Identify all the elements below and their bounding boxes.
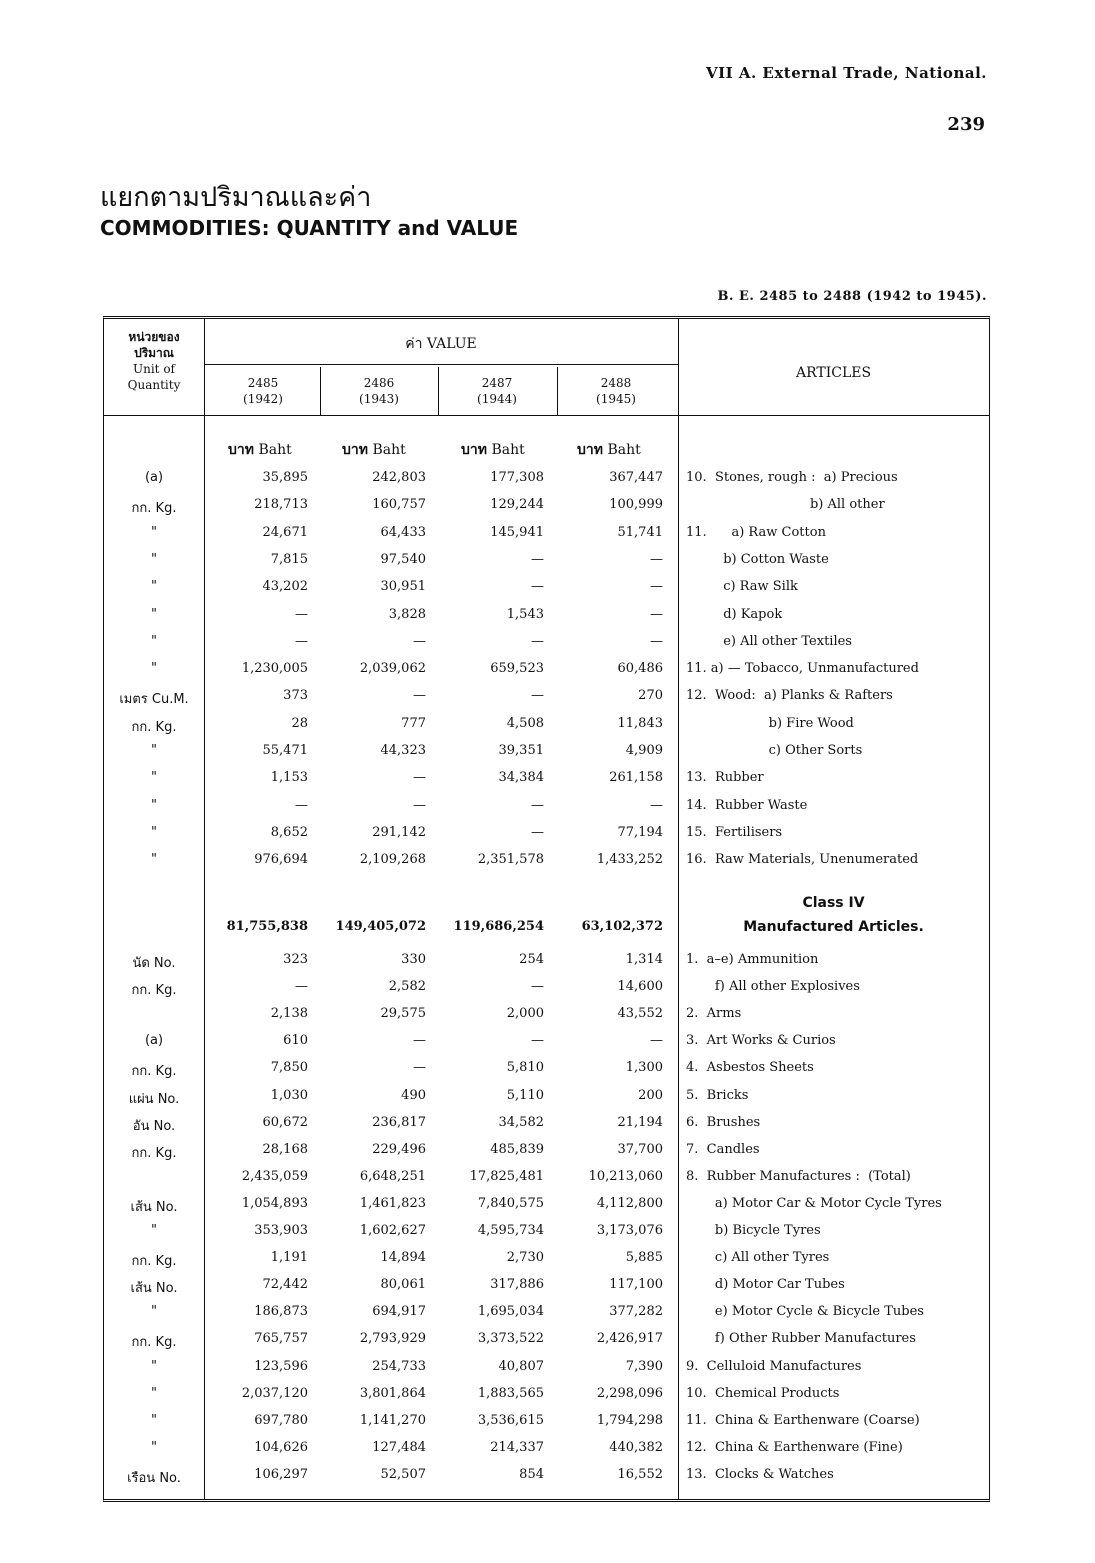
value-2487: 854 bbox=[519, 1466, 544, 1482]
value-2488: 261,158 bbox=[609, 770, 663, 786]
value-2485: 373 bbox=[283, 688, 308, 704]
value-2488: 2,426,917 bbox=[596, 1331, 663, 1347]
value-2487: 1,543 bbox=[506, 606, 544, 622]
value-2486: 80,061 bbox=[380, 1277, 426, 1293]
table-row bbox=[104, 1413, 989, 1437]
unit-cell: (a) bbox=[144, 1033, 164, 1049]
unit-cell: เรือน No. bbox=[127, 1470, 181, 1486]
value-2485: 106,297 bbox=[254, 1466, 308, 1482]
value-2486: — bbox=[413, 633, 426, 649]
value-2486: 490 bbox=[401, 1087, 426, 1103]
value-2485: 35,895 bbox=[262, 470, 308, 485]
value-2485: 24,671 bbox=[262, 524, 308, 540]
value-2487: 34,582 bbox=[498, 1114, 544, 1130]
value-2485: 1,153 bbox=[270, 770, 308, 786]
value-2487: 1,695,034 bbox=[477, 1304, 544, 1320]
value-2485: 1,230,005 bbox=[241, 661, 308, 677]
value-2485: 7,850 bbox=[270, 1060, 308, 1076]
value-2488: 117,100 bbox=[609, 1277, 663, 1293]
article-cell: 15. Fertilisers bbox=[686, 824, 783, 840]
table-row bbox=[104, 579, 989, 603]
value-2485: 353,903 bbox=[254, 1223, 308, 1238]
value-2488: 21,194 bbox=[617, 1114, 663, 1130]
value-2487: 177,308 bbox=[490, 470, 544, 485]
table-row bbox=[104, 1196, 989, 1220]
value-2486: 777 bbox=[401, 715, 426, 731]
value-2485: 72,442 bbox=[262, 1277, 308, 1293]
year-header-2485: 2485 (1942) bbox=[243, 376, 283, 406]
value-2486: 694,917 bbox=[372, 1304, 426, 1320]
value-2486: 29,575 bbox=[380, 1006, 426, 1022]
table-row bbox=[104, 1060, 989, 1084]
value-2486: 97,540 bbox=[380, 551, 426, 567]
unit-cell: " bbox=[151, 797, 157, 813]
value-2488: 11,843 bbox=[617, 715, 663, 731]
value-2486: 52,507 bbox=[380, 1466, 426, 1482]
unit-cell: " bbox=[151, 551, 157, 567]
unit-cell: " bbox=[151, 633, 157, 649]
table-row bbox=[104, 952, 989, 976]
year-header-2486: 2486 (1943) bbox=[359, 376, 399, 406]
value-2486: 3,828 bbox=[388, 606, 426, 622]
value-2485: 123,596 bbox=[254, 1358, 308, 1374]
value-2486: — bbox=[413, 797, 426, 813]
unit-cell: " bbox=[151, 824, 157, 840]
unit-cell: เส้น No. bbox=[130, 1281, 178, 1297]
article-cell: 7. Candles bbox=[686, 1141, 760, 1157]
value-2487: 659,523 bbox=[490, 661, 544, 677]
value-2487: 485,839 bbox=[490, 1141, 544, 1157]
value-2487: 5,810 bbox=[506, 1060, 544, 1076]
total-2488: 63,102,372 bbox=[581, 919, 663, 934]
value-2485: 1,054,893 bbox=[241, 1195, 308, 1211]
value-column-header: ค่า VALUE bbox=[405, 336, 477, 352]
value-2488: 4,112,800 bbox=[596, 1195, 663, 1211]
unit-cell: " bbox=[151, 524, 157, 540]
article-cell: 12. Wood: a) Planks & Rafters bbox=[686, 688, 893, 704]
table-row bbox=[104, 688, 989, 712]
class-iv-total-row bbox=[104, 919, 989, 943]
value-2487: 4,508 bbox=[506, 715, 544, 731]
value-2488: 270 bbox=[638, 688, 663, 704]
table-row bbox=[104, 1088, 989, 1112]
value-2487: 1,883,565 bbox=[477, 1385, 544, 1401]
value-2487: — bbox=[531, 1033, 544, 1049]
value-2487: 17,825,481 bbox=[469, 1168, 544, 1184]
value-2488: 4,909 bbox=[625, 743, 663, 758]
total-2486: 149,405,072 bbox=[335, 919, 426, 934]
value-2488: 5,885 bbox=[625, 1250, 663, 1266]
value-2487: 2,000 bbox=[506, 1006, 544, 1022]
value-2488: 3,173,076 bbox=[596, 1223, 663, 1238]
value-2486: 291,142 bbox=[372, 824, 426, 840]
value-2488: — bbox=[650, 606, 663, 622]
article-cell: 13. Rubber bbox=[686, 770, 764, 786]
unit-cell: กก. Kg. bbox=[131, 1145, 177, 1161]
class-iv-heading: Class IV Manufactured Articles. bbox=[743, 895, 924, 935]
table-row bbox=[104, 607, 989, 631]
value-2486: 330 bbox=[401, 952, 426, 967]
value-2488: 60,486 bbox=[617, 661, 663, 677]
value-2487: 34,384 bbox=[498, 770, 544, 786]
total-2485: 81,755,838 bbox=[226, 919, 308, 934]
value-2487: 40,807 bbox=[498, 1358, 544, 1374]
value-2486: 64,433 bbox=[380, 524, 426, 540]
value-header-rule bbox=[204, 364, 678, 365]
value-2487: 214,337 bbox=[490, 1439, 544, 1455]
unit-cell: กก. Kg. bbox=[131, 501, 177, 517]
table-row bbox=[104, 1223, 989, 1247]
value-2487: — bbox=[531, 797, 544, 813]
article-cell: b) Cotton Waste bbox=[686, 551, 829, 567]
value-2485: 43,202 bbox=[262, 579, 308, 595]
table-row bbox=[104, 743, 989, 767]
article-cell: 10. Stones, rough : a) Precious bbox=[686, 470, 898, 485]
value-2486: 1,602,627 bbox=[359, 1223, 426, 1238]
article-cell: 16. Raw Materials, Unenumerated bbox=[686, 852, 919, 868]
table-row bbox=[104, 661, 989, 685]
value-2485: 28 bbox=[291, 715, 308, 731]
value-2486: 127,484 bbox=[372, 1439, 426, 1455]
value-2485: — bbox=[295, 633, 308, 649]
value-2486: 229,496 bbox=[372, 1141, 426, 1157]
title-thai: แยกตามปริมาณและค่า bbox=[100, 182, 372, 213]
article-cell: f) Other Rubber Manufactures bbox=[686, 1331, 916, 1347]
value-2488: 14,600 bbox=[617, 979, 663, 995]
unit-cell: " bbox=[151, 1223, 157, 1238]
value-2488: 1,300 bbox=[625, 1060, 663, 1076]
value-2487: 2,730 bbox=[506, 1250, 544, 1266]
table-row bbox=[104, 979, 989, 1003]
table-row bbox=[104, 1169, 989, 1193]
value-2488: — bbox=[650, 633, 663, 649]
table-row bbox=[104, 825, 989, 849]
article-cell: 12. China & Earthenware (Fine) bbox=[686, 1439, 903, 1455]
value-2487: 7,840,575 bbox=[477, 1195, 544, 1211]
article-cell: 11. a) Raw Cotton bbox=[686, 524, 826, 540]
unit-cell: นัด No. bbox=[132, 956, 176, 971]
year-header-2487: 2487 (1944) bbox=[477, 376, 517, 406]
table-row bbox=[104, 1359, 989, 1383]
value-2488: 377,282 bbox=[609, 1304, 663, 1320]
period-label: B. E. 2485 to 2488 (1942 to 1945). bbox=[717, 289, 987, 304]
total-2487: 119,686,254 bbox=[453, 919, 544, 934]
value-2488: 2,298,096 bbox=[596, 1385, 663, 1401]
header-rule bbox=[104, 415, 989, 416]
value-2485: 1,030 bbox=[270, 1087, 308, 1103]
value-2486: — bbox=[413, 1033, 426, 1049]
currency-label: บาท Baht bbox=[228, 442, 292, 458]
article-cell: f) All other Explosives bbox=[686, 979, 860, 995]
value-2488: 367,447 bbox=[609, 470, 663, 485]
article-cell: c) All other Tyres bbox=[686, 1250, 830, 1266]
value-2488: 37,700 bbox=[617, 1141, 663, 1157]
article-cell: 10. Chemical Products bbox=[686, 1385, 840, 1401]
unit-cell: " bbox=[151, 852, 157, 868]
article-cell: 13. Clocks & Watches bbox=[686, 1466, 834, 1482]
value-2487: 2,351,578 bbox=[477, 852, 544, 868]
value-2488: — bbox=[650, 797, 663, 813]
value-2486: 2,582 bbox=[388, 979, 426, 995]
value-2487: 145,941 bbox=[490, 524, 544, 540]
article-cell: c) Other Sorts bbox=[686, 743, 863, 758]
value-2485: 765,757 bbox=[254, 1331, 308, 1347]
value-2486: 242,803 bbox=[372, 470, 426, 485]
value-2488: — bbox=[650, 551, 663, 567]
unit-column-header: หน่วยของ ปริมาณ Unit of Quantity bbox=[127, 330, 181, 392]
article-cell: c) Raw Silk bbox=[686, 579, 798, 595]
value-2487: 129,244 bbox=[490, 497, 544, 513]
value-2486: 2,039,062 bbox=[359, 661, 426, 677]
table-row bbox=[104, 1440, 989, 1464]
value-2486: 1,461,823 bbox=[359, 1195, 426, 1211]
value-2486: 3,801,864 bbox=[359, 1385, 426, 1401]
article-cell: 2. Arms bbox=[686, 1006, 742, 1022]
value-2486: 44,323 bbox=[380, 743, 426, 758]
value-2488: 16,552 bbox=[617, 1466, 663, 1482]
currency-label: บาท Baht bbox=[342, 442, 406, 458]
value-2486: — bbox=[413, 770, 426, 786]
unit-cell: กก. Kg. bbox=[131, 1064, 177, 1080]
article-cell: d) Motor Car Tubes bbox=[686, 1277, 845, 1293]
unit-cell: เมตร Cu.M. bbox=[119, 692, 189, 708]
article-cell: 8. Rubber Manufactures : (Total) bbox=[686, 1168, 911, 1184]
article-cell: 5. Bricks bbox=[686, 1087, 749, 1103]
value-2485: 323 bbox=[283, 952, 308, 967]
table-row bbox=[104, 798, 989, 822]
unit-cell: แผ่น No. bbox=[128, 1091, 180, 1107]
article-cell: e) Motor Cycle & Bicycle Tubes bbox=[686, 1304, 924, 1320]
table-row bbox=[104, 716, 989, 740]
value-2487: — bbox=[531, 633, 544, 649]
value-2485: 2,037,120 bbox=[241, 1385, 308, 1401]
value-2486: 160,757 bbox=[372, 497, 426, 513]
value-2488: 1,794,298 bbox=[596, 1412, 663, 1428]
value-2487: 5,110 bbox=[506, 1087, 544, 1103]
value-2488: 7,390 bbox=[625, 1358, 663, 1374]
value-2488: 200 bbox=[638, 1087, 663, 1103]
value-2488: 51,741 bbox=[617, 524, 663, 540]
table-row bbox=[104, 1277, 989, 1301]
article-cell: b) Fire Wood bbox=[686, 715, 854, 731]
article-cell: 9. Celluloid Manufactures bbox=[686, 1358, 862, 1374]
table-row bbox=[104, 1142, 989, 1166]
article-cell: 11. a) — Tobacco, Unmanufactured bbox=[686, 661, 919, 677]
value-2488: 77,194 bbox=[617, 824, 663, 840]
value-2487: — bbox=[531, 551, 544, 567]
unit-cell: อัน No. bbox=[132, 1118, 176, 1134]
value-2488: 43,552 bbox=[617, 1006, 663, 1022]
value-2485: — bbox=[295, 797, 308, 813]
value-2487: — bbox=[531, 824, 544, 840]
unit-cell: " bbox=[151, 1439, 157, 1455]
table-row bbox=[104, 525, 989, 549]
table-row bbox=[104, 1331, 989, 1355]
article-cell: a) Motor Car & Motor Cycle Tyres bbox=[686, 1195, 942, 1211]
table-row bbox=[104, 770, 989, 794]
value-2485: 610 bbox=[283, 1033, 308, 1049]
year-header-2488: 2488 (1945) bbox=[596, 376, 636, 406]
commodities-table bbox=[103, 316, 990, 1502]
value-2487: 317,886 bbox=[490, 1277, 544, 1293]
value-2487: 4,595,734 bbox=[477, 1223, 544, 1238]
value-2486: 2,793,929 bbox=[359, 1331, 426, 1347]
article-cell: b) Bicycle Tyres bbox=[686, 1223, 821, 1238]
table-row bbox=[104, 1304, 989, 1328]
value-2486: 2,109,268 bbox=[359, 852, 426, 868]
table-row bbox=[104, 470, 989, 494]
table-row bbox=[104, 1033, 989, 1057]
article-cell: 3. Art Works & Curios bbox=[686, 1033, 836, 1049]
table-row bbox=[104, 1006, 989, 1030]
unit-cell: กก. Kg. bbox=[131, 719, 177, 735]
table-row bbox=[104, 1467, 989, 1491]
value-2487: 39,351 bbox=[498, 743, 544, 758]
value-2486: 14,894 bbox=[380, 1250, 426, 1266]
value-2488: 10,213,060 bbox=[588, 1168, 663, 1184]
table-row bbox=[104, 1250, 989, 1274]
value-2488: 440,382 bbox=[609, 1439, 663, 1455]
value-2485: 186,873 bbox=[254, 1304, 308, 1320]
value-2487: — bbox=[531, 979, 544, 995]
article-cell: b) All other bbox=[686, 497, 885, 513]
value-2485: 1,191 bbox=[270, 1250, 308, 1266]
value-2485: 2,138 bbox=[270, 1006, 308, 1022]
unit-cell: " bbox=[151, 1385, 157, 1401]
unit-cell: กก. Kg. bbox=[131, 1254, 177, 1270]
unit-cell: " bbox=[151, 606, 157, 622]
unit-cell: กก. Kg. bbox=[131, 1335, 177, 1351]
table-row bbox=[104, 497, 989, 521]
value-2487: 3,373,522 bbox=[477, 1331, 544, 1347]
articles-column-header: ARTICLES bbox=[795, 365, 872, 381]
value-2488: — bbox=[650, 579, 663, 595]
value-2485: 55,471 bbox=[262, 743, 308, 758]
value-2485: 218,713 bbox=[254, 497, 308, 513]
currency-label: บาท Baht bbox=[577, 442, 641, 458]
value-2485: — bbox=[295, 979, 308, 995]
table-row bbox=[104, 1115, 989, 1139]
value-2485: — bbox=[295, 606, 308, 622]
unit-cell: " bbox=[151, 1412, 157, 1428]
currency-label: บาท Baht bbox=[461, 442, 525, 458]
unit-cell: " bbox=[151, 579, 157, 595]
article-cell: 11. China & Earthenware (Coarse) bbox=[686, 1412, 920, 1428]
unit-cell: เส้น No. bbox=[130, 1199, 178, 1215]
unit-cell: " bbox=[151, 1358, 157, 1374]
table-row bbox=[104, 552, 989, 576]
value-2485: 2,435,059 bbox=[241, 1168, 308, 1184]
value-2487: 3,536,615 bbox=[477, 1412, 544, 1428]
value-2486: 254,733 bbox=[372, 1358, 426, 1374]
unit-cell: กก. Kg. bbox=[131, 983, 177, 999]
article-cell: 1. a–e) Ammunition bbox=[686, 952, 819, 967]
article-cell: 4. Asbestos Sheets bbox=[686, 1060, 814, 1076]
unit-cell: " bbox=[151, 661, 157, 677]
unit-cell: " bbox=[151, 1304, 157, 1320]
value-2485: 60,672 bbox=[262, 1114, 308, 1130]
value-2486: 236,817 bbox=[372, 1114, 426, 1130]
table-row bbox=[104, 852, 989, 876]
value-2488: 100,999 bbox=[609, 497, 663, 513]
value-2485: 697,780 bbox=[254, 1412, 308, 1428]
page-number: 239 bbox=[947, 114, 985, 135]
unit-cell: (a) bbox=[144, 470, 164, 485]
value-2488: 1,314 bbox=[625, 952, 663, 967]
value-2486: 30,951 bbox=[380, 579, 426, 595]
value-2486: 1,141,270 bbox=[359, 1412, 426, 1428]
value-2485: 976,694 bbox=[254, 852, 308, 868]
value-2485: 28,168 bbox=[262, 1141, 308, 1157]
article-cell: 6. Brushes bbox=[686, 1114, 761, 1130]
value-2486: 6,648,251 bbox=[359, 1168, 426, 1184]
section-header: VII A. External Trade, National. bbox=[705, 64, 987, 82]
value-2488: — bbox=[650, 1033, 663, 1049]
table-row bbox=[104, 634, 989, 658]
value-2486: — bbox=[413, 1060, 426, 1076]
article-cell: d) Kapok bbox=[686, 606, 783, 622]
value-2486: — bbox=[413, 688, 426, 704]
unit-cell: " bbox=[151, 743, 157, 758]
unit-cell: " bbox=[151, 770, 157, 786]
value-2487: — bbox=[531, 579, 544, 595]
value-2488: 1,433,252 bbox=[596, 852, 663, 868]
article-cell: 14. Rubber Waste bbox=[686, 797, 808, 813]
value-2485: 7,815 bbox=[270, 551, 308, 567]
value-2485: 8,652 bbox=[270, 824, 308, 840]
article-cell: e) All other Textiles bbox=[686, 633, 852, 649]
table-row bbox=[104, 1386, 989, 1410]
title-english: COMMODITIES: QUANTITY and VALUE bbox=[100, 216, 519, 240]
value-2487: 254 bbox=[519, 952, 544, 967]
value-2487: — bbox=[531, 688, 544, 704]
value-2485: 104,626 bbox=[254, 1439, 308, 1455]
